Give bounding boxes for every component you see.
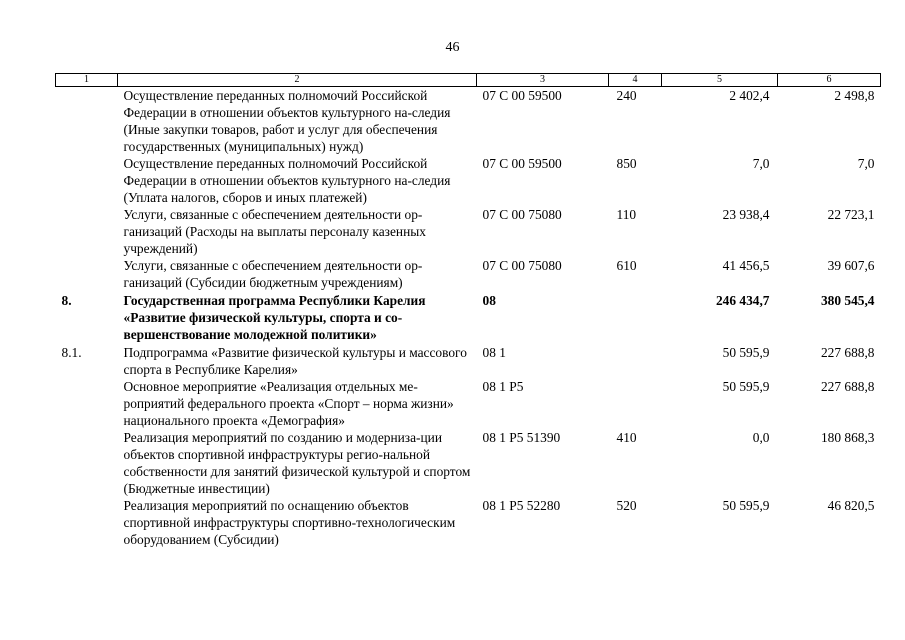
row-amount-1: 50 595,9 <box>722 379 770 394</box>
row-amount-1: 50 595,9 <box>722 498 770 513</box>
row-expense-type <box>609 291 662 343</box>
row-amount-2: 39 607,6 <box>827 258 875 273</box>
row-amount-2: 46 820,5 <box>827 498 875 513</box>
row-amount-2: 227 688,8 <box>820 345 875 360</box>
row-number <box>56 378 118 429</box>
table-row <box>56 155 881 206</box>
row-amount-1: 246 434,7 <box>715 293 770 308</box>
row-name: Осуществление переданных полномочий Российской Федерации в отношении объектов культурного на-следия (Уплата налогов, сборов и иных платежей) <box>123 156 451 205</box>
row-name: Реализация мероприятий по оснащению объектов спортивной инфраструктуры спортивно-технологическим оборудованием (Субсидии) <box>123 498 456 547</box>
row-number <box>56 497 118 548</box>
row-amount-2: 22 723,1 <box>827 207 875 222</box>
row-amount-2: 380 545,4 <box>820 293 875 308</box>
table-row <box>56 87 881 156</box>
row-name: Подпрограмма «Развитие физической культуры и массового спорта в Республике Карелия» <box>123 345 467 377</box>
row-code: 07 С 00 59500 <box>482 156 562 171</box>
row-expense-type: 410 <box>616 430 637 445</box>
row-name: Осуществление переданных полномочий Российской Федерации в отношении объектов культурного на-следия (Иные закупки товаров, работ и услуг для обеспечения государственных (муниципальных) нужд) <box>123 88 451 154</box>
row-code: 07 С 00 75080 <box>482 258 562 273</box>
row-name: Услуги, связанные с обеспечением деятельности ор-ганизаций (Расходы на выплаты персоналу казенных учреждений) <box>123 207 426 256</box>
row-amount-1: 50 595,9 <box>722 345 770 360</box>
row-code: 08 <box>482 293 496 308</box>
row-amount-2: 180 868,3 <box>820 430 875 445</box>
row-amount-1: 41 456,5 <box>722 258 770 273</box>
row-name: Основное мероприятие «Реализация отдельных ме-роприятий федерального проекта «Спорт – норма жизни» национального проекта «Демография» <box>123 379 454 428</box>
row-code: 07 С 00 75080 <box>482 207 562 222</box>
row-amount-1: 23 938,4 <box>722 207 770 222</box>
table-row <box>56 429 881 497</box>
row-amount-2: 227 688,8 <box>820 379 875 394</box>
row-number <box>56 429 118 497</box>
table-row-subprogram <box>56 343 881 378</box>
row-number <box>56 155 118 206</box>
row-amount-1: 0,0 <box>752 430 770 445</box>
row-number <box>56 257 118 291</box>
table-row <box>56 378 881 429</box>
row-name: Услуги, связанные с обеспечением деятельности ор-ганизаций (Субсидии бюджетным учреждениям) <box>123 258 423 290</box>
column-header-3: 3 <box>477 74 609 87</box>
row-number: 8.1. <box>61 345 82 360</box>
row-expense-type: 850 <box>616 156 637 171</box>
row-expense-type: 240 <box>616 88 637 103</box>
row-amount-1: 7,0 <box>752 156 770 171</box>
row-code: 08 1 P5 51390 <box>482 430 561 445</box>
row-expense-type: 520 <box>616 498 637 513</box>
row-code: 08 1 <box>482 345 506 360</box>
row-amount-1: 2 402,4 <box>729 88 770 103</box>
row-code: 08 1 P5 <box>482 379 524 394</box>
budget-table <box>55 73 881 548</box>
column-header-1: 1 <box>56 74 118 87</box>
row-code: 08 1 P5 52280 <box>482 498 561 513</box>
row-number <box>56 206 118 257</box>
table-header-row <box>56 74 881 87</box>
row-expense-type: 110 <box>616 207 637 222</box>
table-row <box>56 497 881 548</box>
column-header-5: 5 <box>662 74 778 87</box>
table-row-program <box>56 291 881 343</box>
row-number <box>56 87 118 156</box>
row-expense-type <box>609 343 662 378</box>
row-amount-2: 7,0 <box>857 156 875 171</box>
row-code: 07 С 00 59500 <box>482 88 562 103</box>
row-expense-type <box>609 378 662 429</box>
table-row <box>56 206 881 257</box>
column-header-4: 4 <box>609 74 662 87</box>
row-name: Государственная программа Республики Карелия «Развитие физической культуры, спорта и со-вершенствование молодежной политики» <box>123 293 426 342</box>
row-amount-2: 2 498,8 <box>834 88 875 103</box>
table-row <box>56 257 881 291</box>
page-number: 46 <box>445 40 460 55</box>
row-number: 8. <box>61 293 72 308</box>
row-name: Реализация мероприятий по созданию и модерниза-ции объектов спортивной инфраструктуры регио-нальной собственности для занятий физической культурой и спортом (Бюджетные инвестиции) <box>123 430 471 496</box>
column-header-6: 6 <box>778 74 881 87</box>
column-header-2: 2 <box>118 74 477 87</box>
row-expense-type: 610 <box>616 258 637 273</box>
